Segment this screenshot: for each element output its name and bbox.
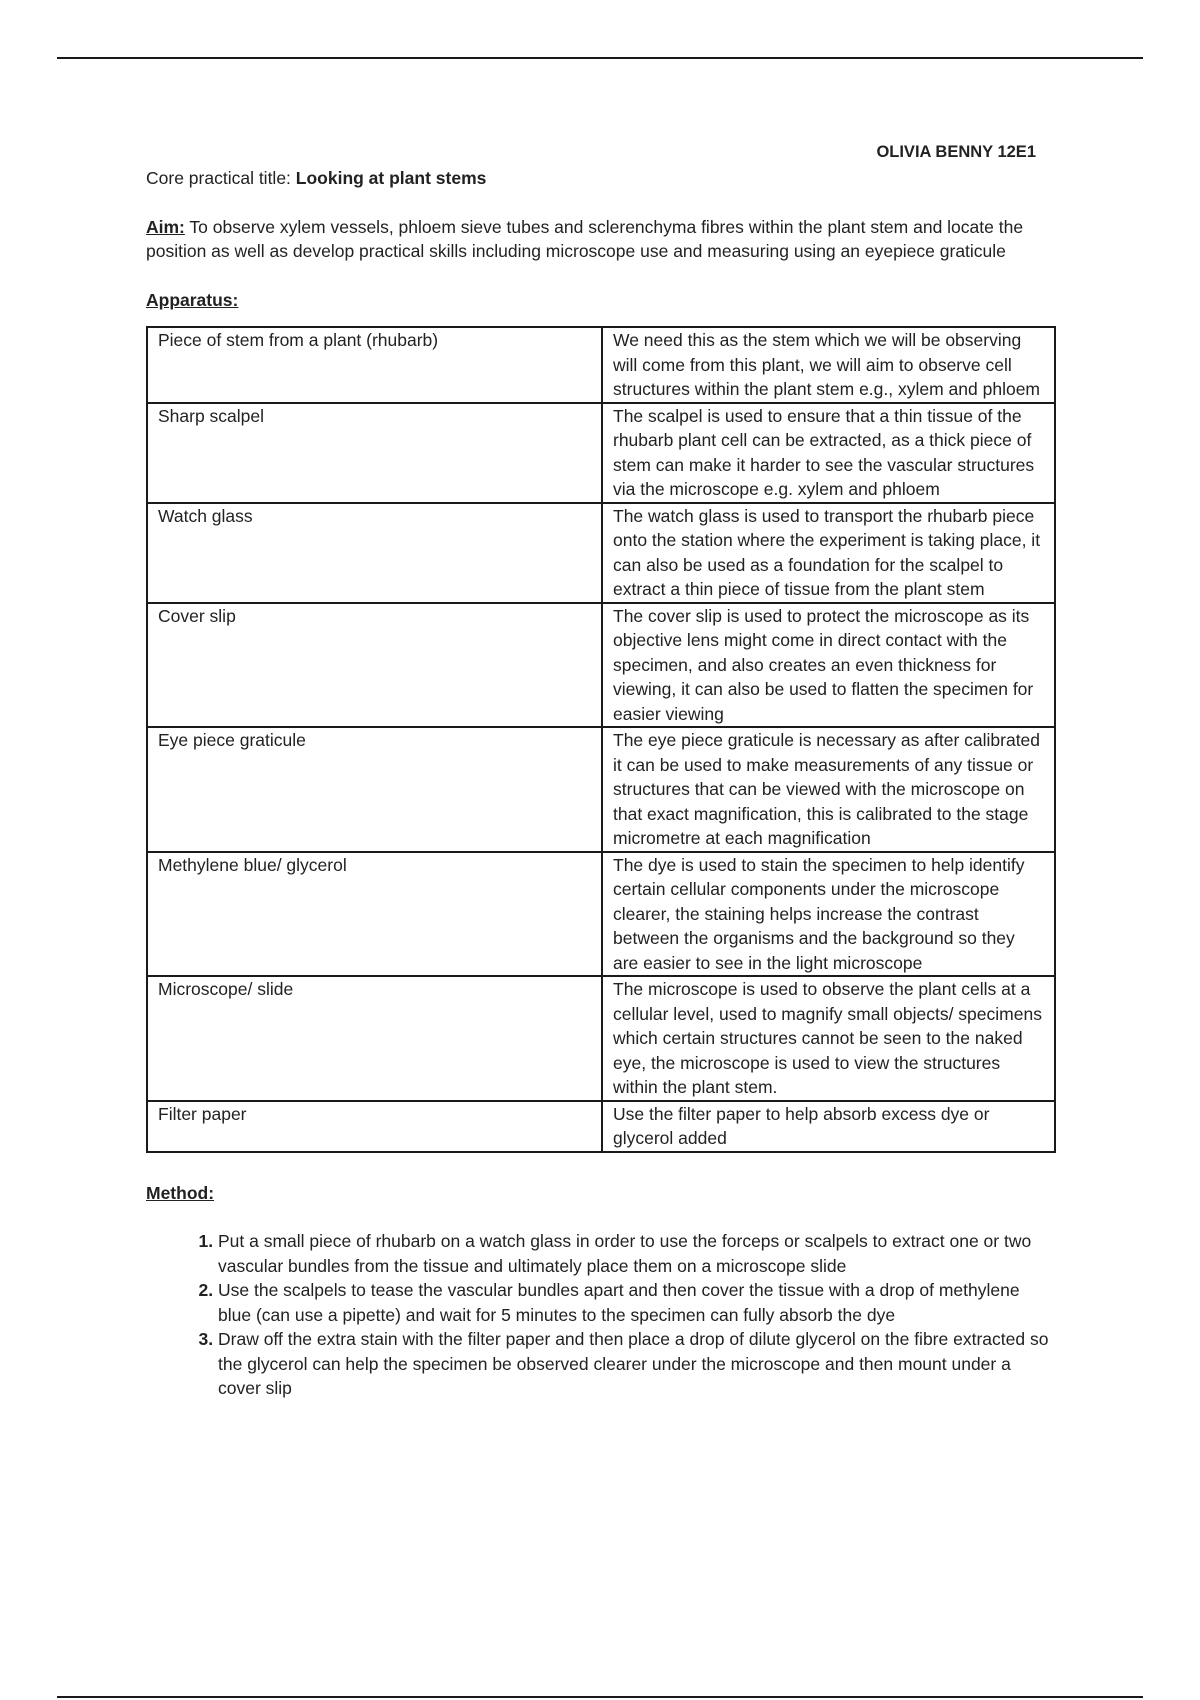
apparatus-item: Watch glass xyxy=(147,503,602,603)
author-name: OLIVIA BENNY 12E1 xyxy=(876,143,1036,161)
method-step: 1. Put a small piece of rhubarb on a watch glass in order to use the forceps or scalpels to extract one or two vascular bundles from the tissue and ultimately place them on a microscope slide xyxy=(218,1229,1056,1278)
bottom-rule xyxy=(57,1696,1143,1698)
apparatus-reason: The cover slip is used to protect the microscope as its objective lens might come in direct contact with the specimen, and also creates an even thickness for viewing, it can also be used to flatten the specimen for easier viewing xyxy=(602,603,1055,728)
apparatus-item: Filter paper xyxy=(147,1101,602,1152)
apparatus-item: Sharp scalpel xyxy=(147,403,602,503)
apparatus-reason: We need this as the stem which we will be observing will come from this plant, we will aim to observe cell structures within the plant stem e.g., xylem and phloem xyxy=(602,327,1055,403)
apparatus-item: Microscope/ slide xyxy=(147,976,602,1101)
aim-paragraph xyxy=(146,215,1056,264)
method-heading: Method: xyxy=(146,1182,215,1203)
practical-title-label: Core practical title: xyxy=(146,168,296,188)
aim-label: Aim: xyxy=(146,216,185,237)
apparatus-reason: The eye piece graticule is necessary as after calibrated it can be used to make measurements of any tissue or structures that can be viewed with the microscope on that exact magnification, this is calibrated to the stage micrometre at each magnification xyxy=(602,727,1055,852)
table-row xyxy=(147,727,1055,852)
document-body xyxy=(146,140,1056,1401)
apparatus-item: Eye piece graticule xyxy=(147,727,602,852)
table-row xyxy=(147,852,1055,977)
practical-title-line xyxy=(146,166,1056,191)
method-step: 3. Draw off the extra stain with the filter paper and then place a drop of dilute glycerol on the fibre extracted so the glycerol can help the specimen be observed clearer under the microscope and then mount under a cover slip xyxy=(218,1327,1056,1401)
aim-text: To observe xylem vessels, phloem sieve tubes and sclerenchyma fibres within the plant stem and locate the position as well as develop practical skills including microscope use and measuring using an eyepiece graticule xyxy=(146,216,1024,261)
apparatus-item: Cover slip xyxy=(147,603,602,728)
method-step: 2. Use the scalpels to tease the vascular bundles apart and then cover the tissue with a drop of methylene blue (can use a pipette) and wait for 5 minutes to the specimen can fully absorb the dye xyxy=(218,1278,1056,1327)
table-row xyxy=(147,327,1055,403)
table-row xyxy=(147,603,1055,728)
table-row xyxy=(147,1101,1055,1152)
table-row xyxy=(147,976,1055,1101)
apparatus-item: Methylene blue/ glycerol xyxy=(147,852,602,977)
apparatus-reason: The scalpel is used to ensure that a thin tissue of the rhubarb plant cell can be extracted, as a thick piece of stem can make it harder to see the vascular structures via the microscope e.g. xylem and phloem xyxy=(602,403,1055,503)
apparatus-heading: Apparatus: xyxy=(146,289,239,310)
apparatus-reason: Use the filter paper to help absorb excess dye or glycerol added xyxy=(602,1101,1055,1152)
table-row xyxy=(147,403,1055,503)
apparatus-reason: The microscope is used to observe the plant cells at a cellular level, used to magnify small objects/ specimens which certain structures cannot be seen to the naked eye, the microscope is used to view the structures within the plant stem. xyxy=(602,976,1055,1101)
apparatus-reason: The dye is used to stain the specimen to help identify certain cellular components under the microscope clearer, the staining helps increase the contrast between the organisms and the background so they are easier to see in the light microscope xyxy=(602,852,1055,977)
apparatus-item: Piece of stem from a plant (rhubarb) xyxy=(147,327,602,403)
apparatus-reason: The watch glass is used to transport the rhubarb piece onto the station where the experiment is taking place, it can also be used as a foundation for the scalpel to extract a thin piece of tissue from the plant stem xyxy=(602,503,1055,603)
method-steps xyxy=(146,1229,1056,1401)
apparatus-table xyxy=(146,326,1056,1153)
practical-title: Looking at plant stems xyxy=(295,168,487,188)
table-row xyxy=(147,503,1055,603)
top-rule xyxy=(57,57,1143,59)
